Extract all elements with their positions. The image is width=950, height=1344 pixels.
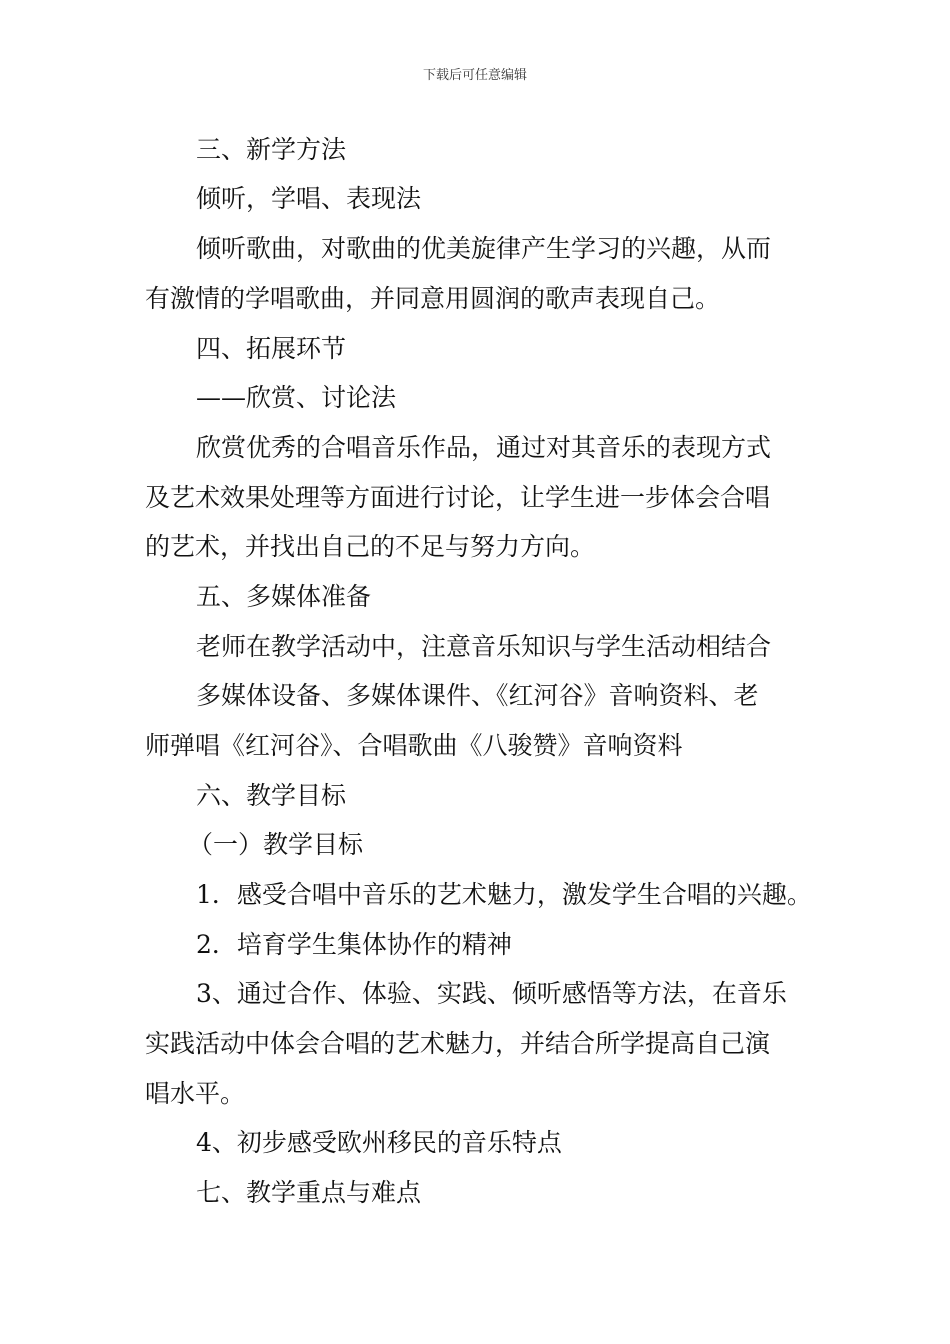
subsection-heading: （一）教学目标 (188, 830, 364, 859)
paragraph-line: 老师在教学活动中，注意音乐知识与学生活动相结合 (196, 632, 772, 661)
paragraph-line: 及艺术效果处理等方面进行讨论，让学生进一步体会合唱 (145, 483, 771, 512)
paragraph-line: 多媒体设备、多媒体课件、《红河谷》音响资料、老 (196, 681, 759, 710)
list-item: 2．培育学生集体协作的精神 (196, 930, 512, 959)
section-heading-5: 五、多媒体准备 (196, 582, 372, 611)
paragraph-line: 实践活动中体会合唱的艺术魅力，并结合所学提高自己演 (145, 1029, 771, 1058)
list-item: 4、初步感受欧州移民的音乐特点 (196, 1128, 562, 1157)
list-item: 3、通过合作、体验、实践、倾听感悟等方法，在音乐 (196, 979, 787, 1008)
section-heading-6: 六、教学目标 (196, 781, 347, 810)
section-heading-7: 七、教学重点与难点 (196, 1178, 422, 1207)
paragraph-line: 师弹唱《红河谷》、合唱歌曲《八骏赞》音响资料 (145, 731, 683, 760)
header-note: 下载后可任意编辑 (422, 68, 527, 83)
section-heading-3: 三、新学方法 (196, 135, 347, 164)
paragraph-line: 有激情的学唱歌曲，并同意用圆润的歌声表现自己。 (145, 284, 721, 313)
paragraph-line: ——欣赏、讨论法 (196, 383, 397, 412)
section-heading-4: 四、拓展环节 (196, 334, 347, 363)
paragraph-line: 的艺术，并找出自己的不足与努力方向。 (145, 532, 596, 561)
paragraph-line: 唱水平。 (145, 1079, 246, 1108)
paragraph-line: 欣赏优秀的合唱音乐作品，通过对其音乐的表现方式 (196, 433, 772, 462)
list-item: 1．感受合唱中音乐的艺术魅力，激发学生合唱的兴趣。 (196, 880, 812, 909)
paragraph-line: 倾听，学唱、表现法 (196, 184, 422, 213)
paragraph-line: 倾听歌曲，对歌曲的优美旋律产生学习的兴趣，从而 (196, 234, 772, 263)
